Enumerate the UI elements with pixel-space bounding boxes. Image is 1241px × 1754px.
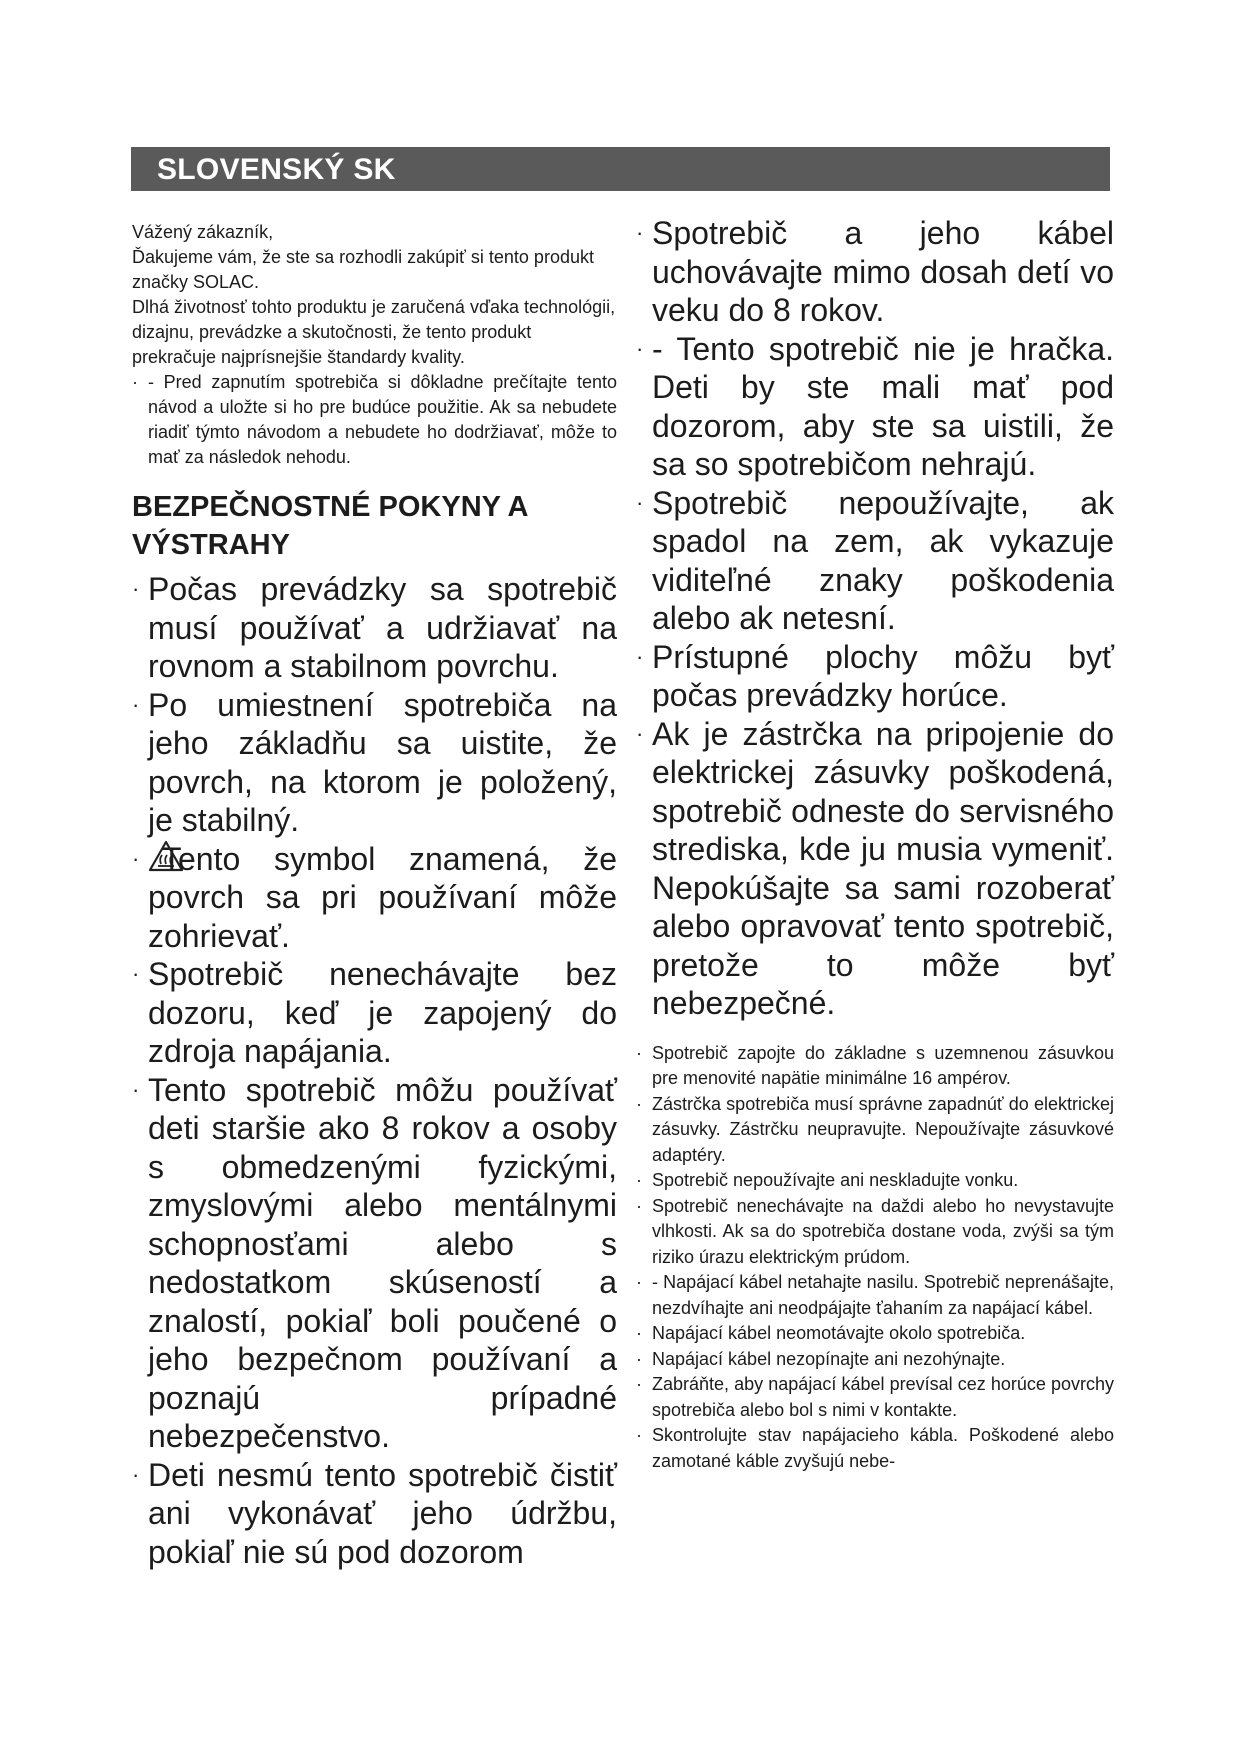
list-item-text: Spotrebič a jeho kábel uchovávajte mimo dosah detí vo veku do 8 rokov. xyxy=(652,215,1114,328)
list-item xyxy=(132,1071,617,1456)
intro-greeting: Vážený zákazník, xyxy=(132,222,274,242)
list-item-text: Spotrebič zapojte do základne s uzemnenou zásuvkou pre menovité napätie minimálne 16 ampérov. xyxy=(652,1042,1114,1088)
list-item xyxy=(132,570,617,686)
bullet-dot: · xyxy=(636,489,644,515)
bullet-dot: · xyxy=(636,1195,642,1216)
intro-list xyxy=(132,370,617,470)
language-header-bar xyxy=(131,147,1110,191)
list-item xyxy=(636,1347,1114,1373)
list-item-text: Ak je zástrčka na pripojenie do elektrickej zásuvky poškodená, spotrebič odneste do servisného strediska, kde ju musia vymeniť. Nepokúšajte sa sami rozoberať alebo opravovať tento spotrebič, pretože to môže byť nebezpečné. xyxy=(652,715,1114,1021)
list-item xyxy=(636,1270,1114,1321)
language-header-title: SLOVENSKÝ SK xyxy=(157,153,396,186)
list-item xyxy=(132,840,617,956)
bullet-dot: · xyxy=(636,220,644,245)
safety-right-list xyxy=(636,214,1114,1023)
bullet-dot: · xyxy=(636,335,644,361)
list-item xyxy=(636,715,1114,1023)
bullet-dot: · xyxy=(132,691,140,717)
bullet-dot: · xyxy=(636,643,644,669)
list-item xyxy=(636,1194,1114,1271)
bullet-dot: · xyxy=(132,372,138,392)
list-item-text: Napájací kábel neomotávajte okolo spotrebiča. xyxy=(652,1323,1026,1343)
list-item xyxy=(636,484,1114,638)
list-item xyxy=(636,1372,1114,1423)
list-item-text: Po umiestnení spotrebiča na jeho základňu sa uistite, že povrch, na ktorom je položený, je stabilný. xyxy=(148,686,617,838)
left-column xyxy=(132,220,617,1571)
safety-left-list xyxy=(132,570,617,1571)
right-column xyxy=(636,214,1114,1474)
bullet-dot: · xyxy=(636,1348,642,1369)
list-item-text: Napájací kábel nezopínajte ani nezohýnajte. xyxy=(652,1348,1006,1369)
bullet-dot: · xyxy=(636,1042,642,1063)
bullet-dot: · xyxy=(636,1093,642,1114)
list-item-text: Tento spotrebič môžu používať deti staršie ako 8 rokov a osoby s obmedzenými fyzickými, zmyslovými alebo mentálnymi schopnosťami alebo s nedostatkom skúseností a znalostí, pokiaľ boli poučené o jeho bezpečnom používaní a poznajú prípadné nebezpečenstvo. xyxy=(148,1071,617,1454)
list-item-text: Spotrebič nepoužívajte ani neskladujte vonku. xyxy=(652,1170,1019,1190)
bullet-dot: · xyxy=(132,1076,140,1102)
bullet-dot: · xyxy=(636,1374,642,1394)
list-item-text: Deti nesmú tento spotrebič čistiť ani vykonávať jeho údržbu, pokiaľ nie sú pod dozorom xyxy=(148,1456,617,1570)
intro-section xyxy=(132,220,617,370)
list-item xyxy=(132,370,617,470)
bullet-dot: · xyxy=(636,1425,642,1445)
bullet-dot: · xyxy=(636,1272,642,1292)
list-item xyxy=(636,1423,1114,1474)
list-item-text: Spotrebič nepoužívajte, ak spadol na zem, ak vykazuje viditeľné znaky poškodenia alebo ak netesní. xyxy=(652,484,1114,636)
list-item xyxy=(636,1168,1114,1194)
safety-right-small-list xyxy=(636,1041,1114,1475)
list-item xyxy=(132,955,617,1071)
intro-thanks: Ďakujeme vám, že ste sa rozhodli zakúpiť si tento produkt značky SOLAC. xyxy=(132,247,594,292)
list-item xyxy=(636,330,1114,484)
bullet-dot: · xyxy=(636,1323,642,1343)
list-item-text: Zabráňte, aby napájací kábel prevísal cez horúce povrchy spotrebiča alebo bol s nimi v kontakte. xyxy=(652,1374,1114,1420)
bullet-dot: · xyxy=(132,1461,140,1487)
bullet-dot: · xyxy=(636,1170,642,1190)
safety-heading: BEZPEČNOSTNÉ POKYNY A VÝSTRAHY xyxy=(132,491,528,561)
list-item xyxy=(636,1092,1114,1169)
list-item xyxy=(636,638,1114,715)
list-item-text: - Tento spotrebič nie je hračka. Deti by ste mali mať pod dozorom, aby ste sa uistili, že sa so spotrebičom nehrajú. xyxy=(652,330,1114,482)
intro-quality: Dlhá životnosť tohto produktu je zaručená vďaka technológii, dizajnu, prevádzke a skutočnosti, že tento produkt prekračuje najprísnejšie štandardy kvality. xyxy=(132,297,616,367)
list-item xyxy=(132,686,617,840)
bullet-dot: · xyxy=(132,845,140,871)
list-item-text: Zástrčka spotrebiča musí správne zapadnúť do elektrickej zásuvky. Zástrčku neupravujte. Nepoužívajte zásuvkové adaptéry. xyxy=(652,1093,1114,1165)
list-item-text: - Pred zapnutím spotrebiča si dôkladne prečítajte tento návod a uložte si ho pre budúce použitie. Ak sa nebudete riadiť týmto návodom a nebudete ho dodržiavať, môže to mať za následok nehodu. xyxy=(148,372,617,467)
list-item-text: Počas prevádzky sa spotrebič musí používať a udržiavať na rovnom a stabilnom povrchu. xyxy=(148,571,617,684)
hot-surface-warning-icon xyxy=(148,840,184,872)
bullet-dot: · xyxy=(132,576,140,601)
list-item-text: Spotrebič nenechávajte bez dozoru, keď je zapojený do zdroja napájania. xyxy=(148,956,617,1069)
list-item xyxy=(636,1041,1114,1092)
list-item-text: Tento symbol znamená, že povrch sa pri používaní môže zohrievať. xyxy=(148,840,617,954)
list-item-text: Spotrebič nenechávajte na daždi alebo ho nevystavujte vlhkosti. Ak sa do spotrebiča dostane voda, zvýši sa tým riziko úrazu elektrickým prúdom. xyxy=(652,1195,1114,1267)
bullet-dot: · xyxy=(132,961,140,986)
bullet-dot: · xyxy=(636,720,644,746)
list-item-text: Prístupné plochy môžu byť počas prevádzky horúce. xyxy=(652,638,1114,713)
list-item xyxy=(636,214,1114,330)
list-item xyxy=(132,1456,617,1572)
list-item-text: Skontrolujte stav napájacieho kábla. Poškodené alebo zamotané káble zvyšujú nebe- xyxy=(652,1425,1114,1471)
list-item-text: - Napájací kábel netahajte nasilu. Spotrebič neprenášajte, nezdvíhajte ani neodpájajte ťahaním za napájací kábel. xyxy=(652,1272,1114,1318)
list-item xyxy=(636,1321,1114,1347)
